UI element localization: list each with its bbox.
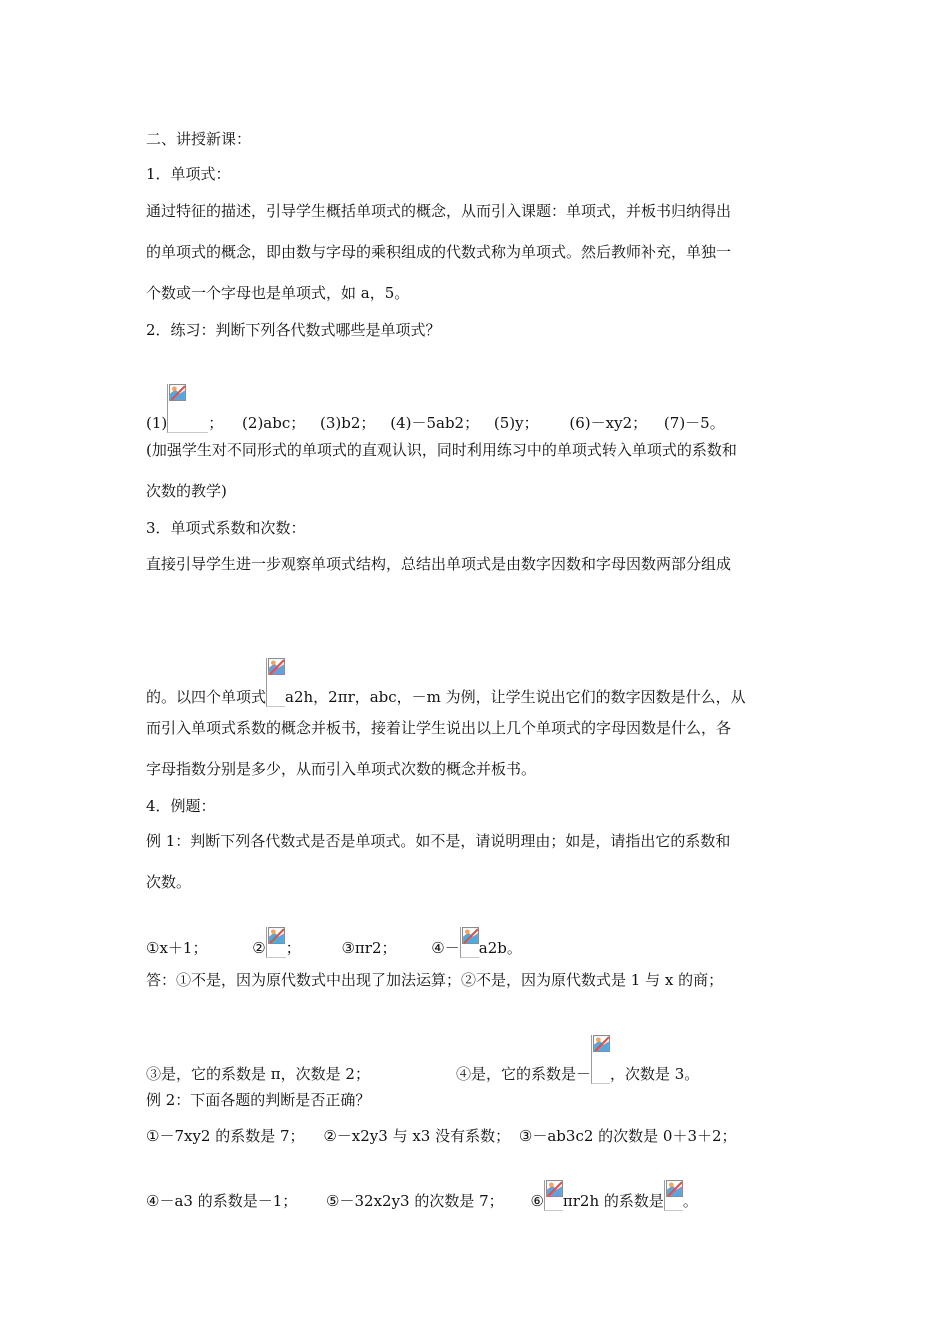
example-2-item-1: ①－7xy2 的系数是 7； [146, 1127, 305, 1145]
example-1-item-3: ③πr2； [341, 939, 397, 957]
example-2-item-2: ②－x2y3 与 x3 没有系数； [323, 1127, 511, 1145]
example-1-line: 例 1：判断下列各代数式是否是单项式。如不是，请说明理由；如是，请指出它的系数和 [146, 832, 731, 850]
exercise-item-4: (4)－5ab2； [390, 414, 480, 432]
example-2-line-2 [146, 1180, 698, 1211]
example-1-item-1: ①x＋1； [146, 939, 208, 957]
exercise-item-6: (6)－xy2； [569, 414, 648, 432]
example-2-title: 例 2：下面各题的判断是否正确？ [146, 1091, 371, 1109]
example-1-item-2: ② [252, 939, 266, 957]
exercise-item-1-label: (1) [146, 414, 168, 432]
text-run: ； [285, 939, 301, 957]
example-1-item-4: ④－ [431, 939, 460, 957]
answer-line: 答：①不是，因为原代数式中出现了加法运算；②不是，因为原代数式是 1 与 x 的商； [146, 971, 724, 989]
exercise-item-3: (3)b2； [320, 414, 376, 432]
paragraph-line: 的单项式的概念，即由数与字母的乘积组成的代数式称为单项式。然后教师补充，单独一 [146, 243, 732, 261]
example-2-line-1 [146, 1126, 737, 1146]
text-run: 。 [682, 1192, 698, 1210]
section-1-title: 1．单项式： [146, 165, 231, 183]
text-run: ③是，它的系数是 π，次数是 2； [146, 1065, 370, 1083]
broken-image-icon [266, 927, 286, 958]
example-2-item-3: ③－ab3c2 的次数是 0＋3＋2； [518, 1127, 737, 1145]
answer-line [146, 1035, 699, 1084]
broken-image-icon [544, 1180, 563, 1211]
text-run: a2b。 [478, 939, 522, 957]
text-run: ，次数是 3。 [609, 1065, 700, 1083]
example-2-item-4: ④－a3 的系数是－1； [146, 1192, 298, 1210]
broken-image-icon [591, 1035, 610, 1084]
note-line: 次数的教学) [146, 482, 227, 500]
exercise-line [146, 384, 725, 433]
paragraph-line: 而引入单项式系数的概念并板书，接着让学生说出以上几个单项式的字母因数是什么，各 [146, 719, 732, 737]
broken-image-icon [664, 1180, 683, 1211]
example-1-line: 次数。 [146, 873, 192, 891]
paragraph-line [146, 658, 746, 707]
text-run: 的。以四个单项式 [146, 688, 267, 706]
example-2-item-6: ⑥ [530, 1192, 544, 1210]
section-heading: 二、讲授新课： [146, 130, 252, 148]
section-4-title: 4．例题： [146, 797, 216, 815]
example-1-items [146, 927, 522, 958]
text-run: a2h，2πr，abc，－m 为例，让学生说出它们的数字因数是什么，从 [285, 688, 746, 706]
paragraph-line: 个数或一个字母也是单项式，如 a，5。 [146, 284, 410, 302]
exercise-item-1-sep: ； [208, 414, 224, 432]
note-line: (加强学生对不同形式的单项式的直观认识，同时利用练习中的单项式转入单项式的系数和 [146, 441, 737, 459]
section-3-title: 3．单项式系数和次数： [146, 519, 306, 537]
text-run: ④是，它的系数是－ [455, 1065, 591, 1083]
broken-image-icon [266, 658, 285, 707]
paragraph-line: 字母指数分别是多少，从而引入单项式次数的概念并板书。 [146, 760, 537, 778]
exercise-item-5: (5)y； [493, 414, 539, 432]
broken-image-icon [167, 384, 208, 433]
example-2-item-5: ⑤－32x2y3 的次数是 7； [326, 1192, 504, 1210]
paragraph-line: 通过特征的描述，引导学生概括单项式的概念，从而引入课题：单项式，并板书归纳得出 [146, 202, 732, 220]
text-run: πr2h 的系数是 [562, 1192, 664, 1210]
broken-image-icon [460, 927, 479, 958]
section-2-title: 2．练习：判断下列各代数式哪些是单项式？ [146, 321, 441, 339]
paragraph-line: 直接引导学生进一步观察单项式结构，总结出单项式是由数字因数和字母因数两部分组成 [146, 555, 732, 573]
exercise-item-7: (7)－5。 [663, 414, 725, 432]
exercise-item-2: (2)abc； [242, 414, 306, 432]
